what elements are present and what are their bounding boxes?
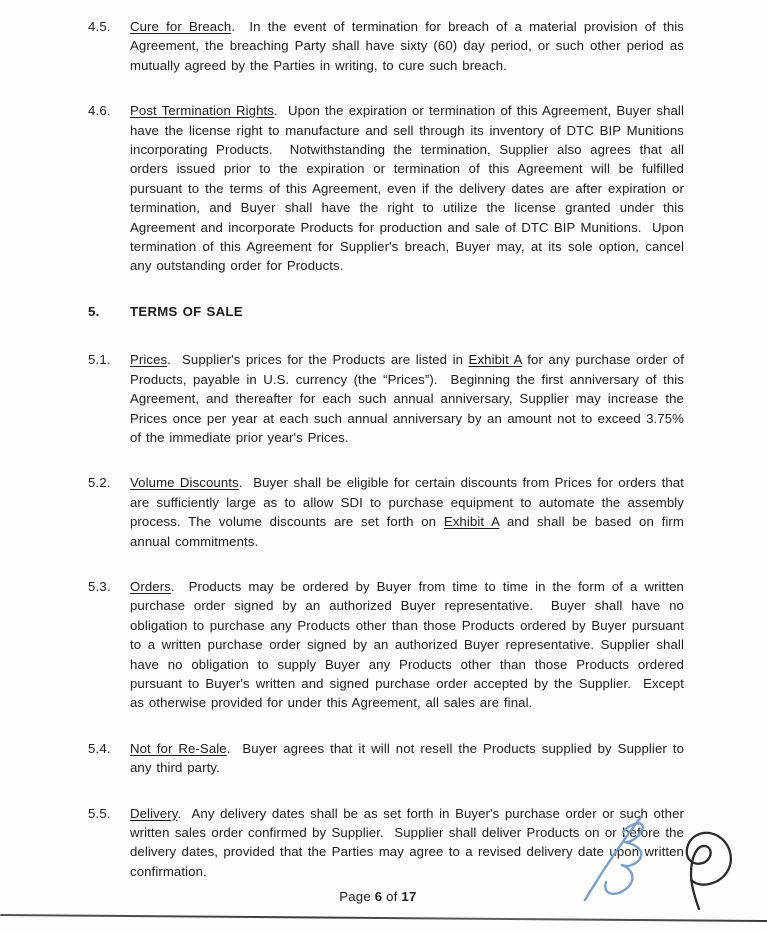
- text-run: . In the event of termination for breach of a material provision of this Agreement, the breaching Party shall have sixty (60) day period, or such other period as mutually agreed by the Parties in writing, to cure such breach.: [130, 19, 689, 73]
- contract-section: [88, 350, 689, 447]
- section-paragraph: [130, 577, 689, 713]
- text-run: Page: [339, 889, 375, 904]
- page-number-footer: [332, 859, 417, 904]
- text-run: Exhibit A: [468, 352, 522, 368]
- text-run: . Buyer agrees that it will not resell the Products supplied by Supplier to any third party.: [130, 740, 689, 776]
- text-run: and shall be based on firm annual commitments.: [130, 514, 689, 549]
- contract-section: [88, 17, 689, 75]
- text-run: . Upon the expiration or termination of this Agreement, Buyer shall have the license right to manufacture and sell through its inventory of DTC BIP Munitions incorporating Products. Notwithstanding the termination, Supplier also agrees that all orders issued prior to the expiration or termination of this Agreement will be fulfilled pursuant to the terms of this Agreement, even if the delivery dates are after expiration or termination, and Buyer shall have the right to utilize the license granted under this Agreement and incorporate Products for production and sale of DTC BIP Munitions. Upon termination of this Agreement for Supplier's breach, Buyer may, at its sole option, cancel any outstanding order for Products.: [130, 103, 689, 274]
- text-run: Cure for Breach: [130, 19, 232, 34]
- section-paragraph: [130, 17, 689, 75]
- section-number: 5.5.: [88, 805, 111, 821]
- section-number: 5.1.: [88, 352, 111, 368]
- section-number: 5.4.: [88, 740, 111, 756]
- text-run: . Buyer shall be eligible for certain discounts from Prices for orders that are sufficiently large as to allow SDI to purchase equipment to automate the assembly process. The volume discounts are set forth on: [130, 475, 689, 530]
- blue-ink-initial: [585, 817, 643, 900]
- section-number: 4.6.: [88, 103, 111, 119]
- text-run: Post Termination Rights: [130, 103, 274, 119]
- text-run: 17: [401, 889, 417, 904]
- section-number: 5.3.: [88, 578, 111, 594]
- section-paragraph: [130, 739, 689, 778]
- contract-section: [88, 739, 689, 778]
- text-run: TERMS OF SALE: [130, 303, 243, 319]
- section-paragraph: [130, 350, 689, 447]
- section-paragraph: [130, 473, 689, 551]
- contract-section: [88, 101, 689, 276]
- text-run: Exhibit A: [443, 514, 500, 530]
- text-run: 6: [374, 889, 383, 904]
- text-run: for any purchase order of Products, payable in U.S. currency (the “Prices”). Beginning the first anniversary of this Agreement, and thereafter for each such annual anniversary, Supplier may increase the Prices once per year at each such annual anniversary by an amount not to exceed 3.75% of the immediate prior year's Prices.: [130, 352, 689, 445]
- section-number: 5.: [88, 303, 100, 319]
- contract-section: [88, 473, 689, 551]
- section-number: 5.2.: [88, 475, 111, 491]
- handwritten-initials-signature: [583, 808, 743, 918]
- text-run: Volume Discounts: [130, 475, 239, 491]
- text-run: . Any delivery dates shall be as set forth in Buyer's purchase order or such other written sales order confirmed by Supplier. Supplier shall deliver Products on or before the delivery dates, provided that the Parties may agree to a revised delivery date upon written confirmation.: [130, 805, 689, 879]
- text-run: of: [382, 889, 402, 904]
- black-ink-initial: [687, 833, 731, 909]
- contract-section: [88, 577, 689, 713]
- text-run: Delivery: [130, 805, 178, 821]
- section-paragraph: [130, 101, 689, 276]
- text-run: Not for Re-Sale: [130, 740, 227, 756]
- section-heading-row: [88, 302, 684, 321]
- text-run: . Supplier's prices for the Products are listed in: [167, 352, 469, 368]
- text-run: . Products may be ordered by Buyer from time to time in the form of a written purchase order signed by an authorized Buyer representative. Buyer shall have no obligation to purchase any Products other than those Products ordered by Buyer pursuant to a written purchase order signed by an authorized Buyer representative. Supplier shall have no obligation to supply Buyer any Products other than those Products ordered pursuant to Buyer's written and signed purchase order accepted by the Supplier. Except as otherwise provided for under this Agreement, all sales are final.: [130, 578, 689, 711]
- text-run: Prices: [130, 352, 168, 368]
- section-number: 4.5.: [88, 19, 111, 34]
- text-run: Orders: [130, 578, 171, 594]
- section-heading-text: [130, 302, 684, 321]
- contract-body: [88, 17, 689, 907]
